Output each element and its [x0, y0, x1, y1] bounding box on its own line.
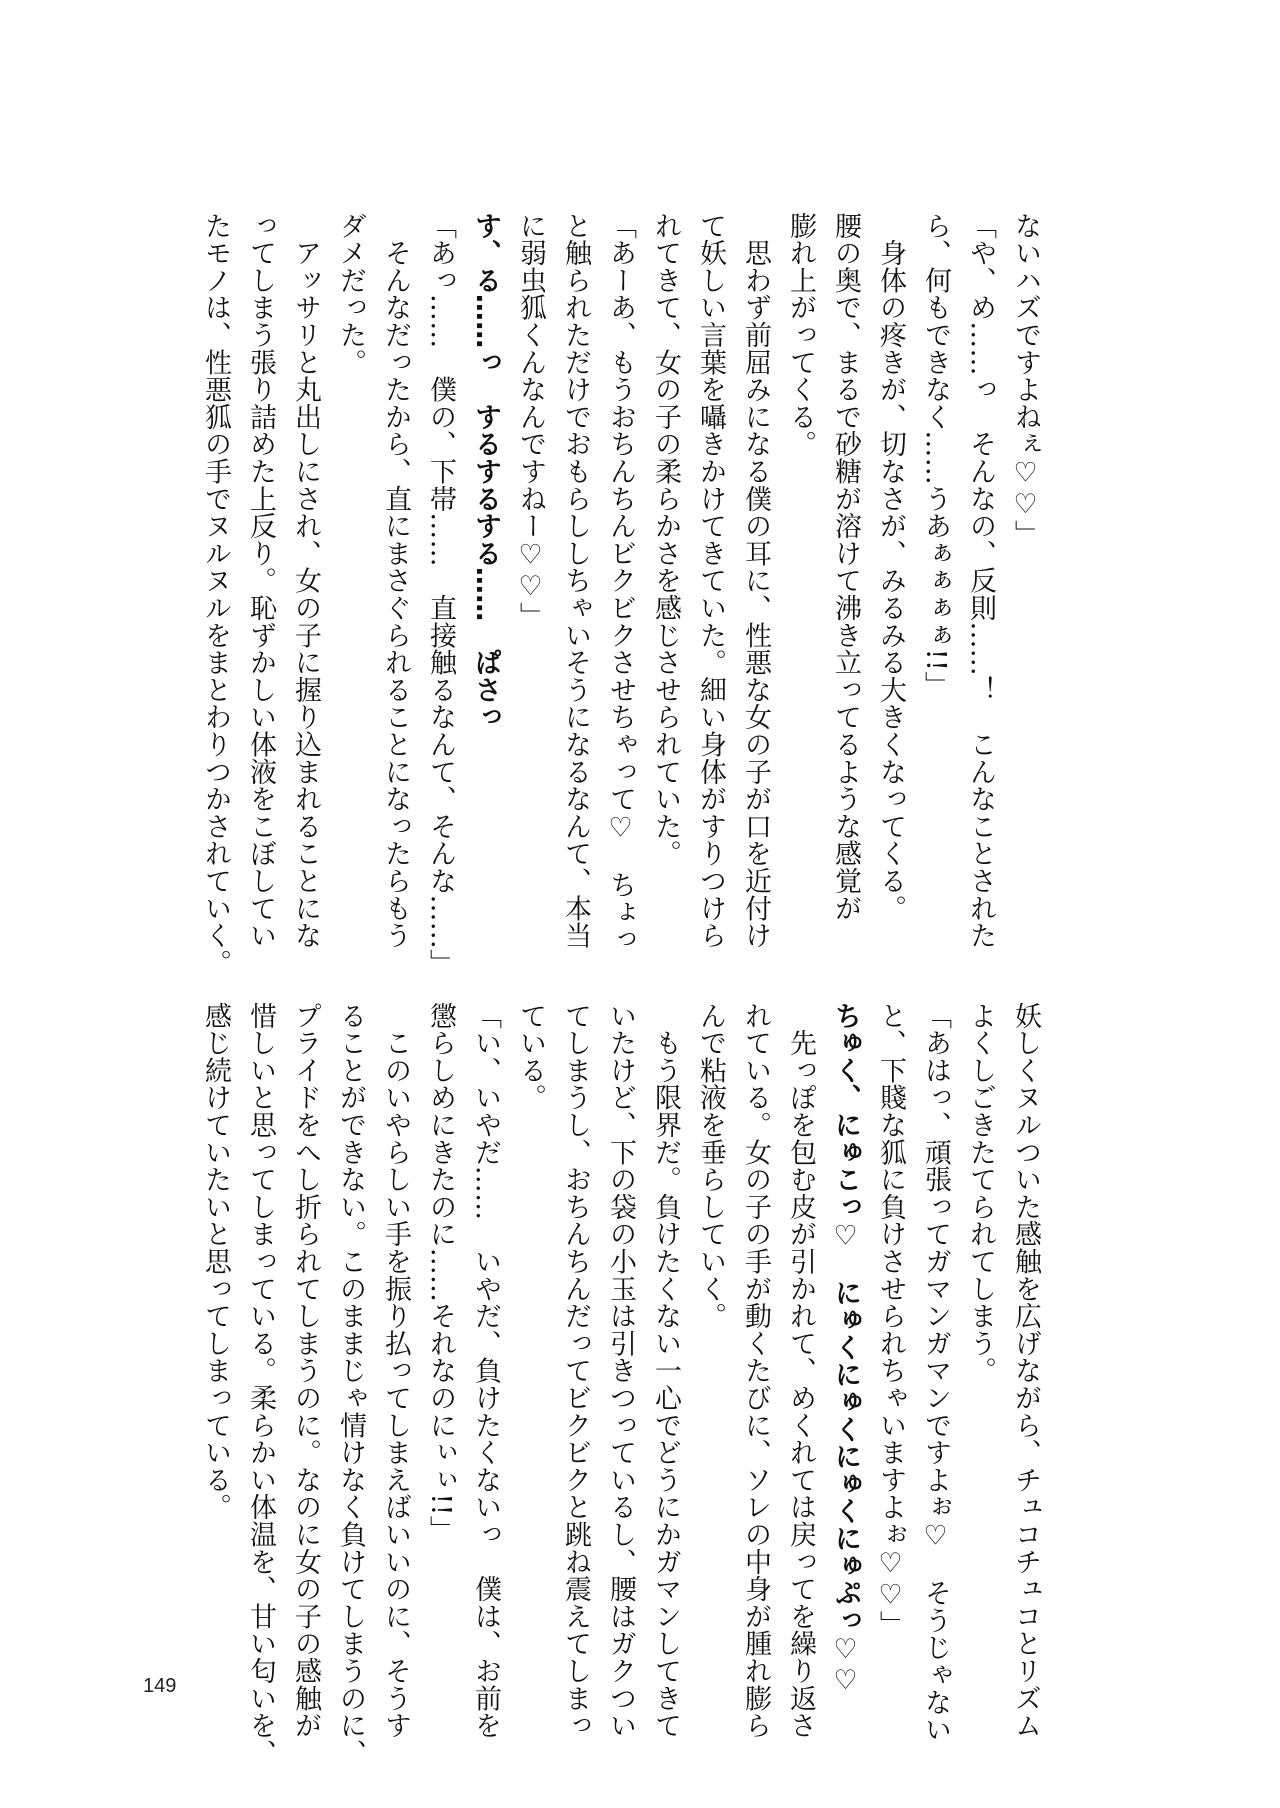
- text-line: 「あはっ、頑張ってガマンガマンですよぉ♡ そうじゃない: [920, 1002, 951, 1744]
- text-line: このいやらしい手を振り払ってしまえばいいのに、そうす: [380, 1002, 411, 1740]
- text-line: もう限界だ。負けたくない一心でどうにかガマンしてきて: [650, 1002, 681, 1740]
- text-line: て妖しい言葉を囁きかけてきていた。細い身体がすりつけら: [695, 212, 726, 950]
- text-block-top: [193, 212, 1048, 977]
- text-line: そんなだったから、直にまさぐられることになったらもう: [380, 212, 411, 950]
- text-line: 「あっ…… 僕の、下帯…… 直接触るなんて、そんな……」: [425, 212, 456, 977]
- text-line: 「や、め……っ そんなの、反則……！ こんなことされた: [965, 212, 996, 950]
- text-line: てしまうし、おちんちんだってビクビクと跳ね震えてしまっ: [560, 1002, 591, 1740]
- text-line: 妖しくヌルついた感触を広げながら、チュコチュコとリズム: [1010, 1002, 1041, 1740]
- text-line: ている。: [515, 1002, 546, 1112]
- text-line: ってしまう張り詰めた上反り。恥ずかしい体液をこぼしてい: [245, 212, 276, 950]
- text-line: ダメだった。: [335, 212, 366, 376]
- text-line: 懲らしめにきたのに……それなのにぃぃ!!」: [425, 1002, 456, 1543]
- sound-effect-line: す、る……っ するするする…… ぱさっ: [470, 212, 501, 731]
- text-line: ないハズですよねぇ♡♡」: [1010, 212, 1041, 548]
- text-line: ることができない。このままじゃ情けなく負けてしまうのに、: [335, 1002, 366, 1767]
- text-line: たモノは、性悪狐の手でヌルヌルをまとわりつかされていく。: [200, 212, 231, 977]
- text-line: 惜しいと思ってしまっている。柔らかい体温を、甘い匂いを、: [245, 1002, 276, 1767]
- text-line: よくしごきたてられてしまう。: [965, 1002, 996, 1385]
- sound-effect-line: ちゅく、にゅこっ♡ にゅくにゅくにゅくにゅぷっ♡♡: [830, 1002, 861, 1697]
- text-line: に弱虫狐くんなんですねー♡♡」: [515, 212, 546, 630]
- text-line: 「あーあ、もうおちんちんビクビクさせちゃって♡ ちょっ: [605, 212, 636, 954]
- text-line: プライドをへし折られてしまうのに。なのに女の子の感触が: [290, 1002, 321, 1740]
- text-line: れてきて、女の子の柔らかさを感じさせられていた。: [650, 212, 681, 868]
- text-line: 先っぽを包む皮が引かれて、めくれては戻ってを繰り返さ: [785, 1002, 816, 1740]
- text-line: ら、何もできなく……うあぁぁぁぁ!!」: [920, 212, 951, 699]
- text-line: アッサリと丸出しにされ、女の子に握り込まれることにな: [290, 212, 321, 950]
- text-line: と、下賤な狐に負けさせられちゃいますよぉ♡♡」: [875, 1002, 906, 1638]
- text-line: 感じ続けていたいと思ってしまっている。: [200, 1002, 231, 1521]
- text-line: 身体の疼きが、切なさが、みるみる大きくなってくる。: [875, 212, 906, 922]
- text-line: 思わず前屈みになる僕の耳に、性悪な女の子が口を近付け: [740, 212, 771, 950]
- text-line: と触られただけでおもらししちゃいそうになるなんて、本当: [560, 212, 591, 950]
- text-line: れている。女の子の手が動くたびに、ソレの中身が腫れ膨ら: [740, 1002, 771, 1740]
- text-line: 「い、いやだ…… いやだ、負けたくないっ 僕は、お前を: [470, 1002, 501, 1740]
- text-line: 膨れ上がってくる。: [785, 212, 816, 458]
- text-line: いたけど、下の袋の小玉は引きつっているし、腰はガクつい: [605, 1002, 636, 1740]
- text-block-bottom: [193, 1002, 1048, 1767]
- page-number: 149: [143, 1675, 177, 1697]
- text-line: んで粘液を垂らしていく。: [695, 1002, 726, 1330]
- text-line: 腰の奥で、まるで砂糖が溶けて沸き立ってるような感覚が: [830, 212, 861, 922]
